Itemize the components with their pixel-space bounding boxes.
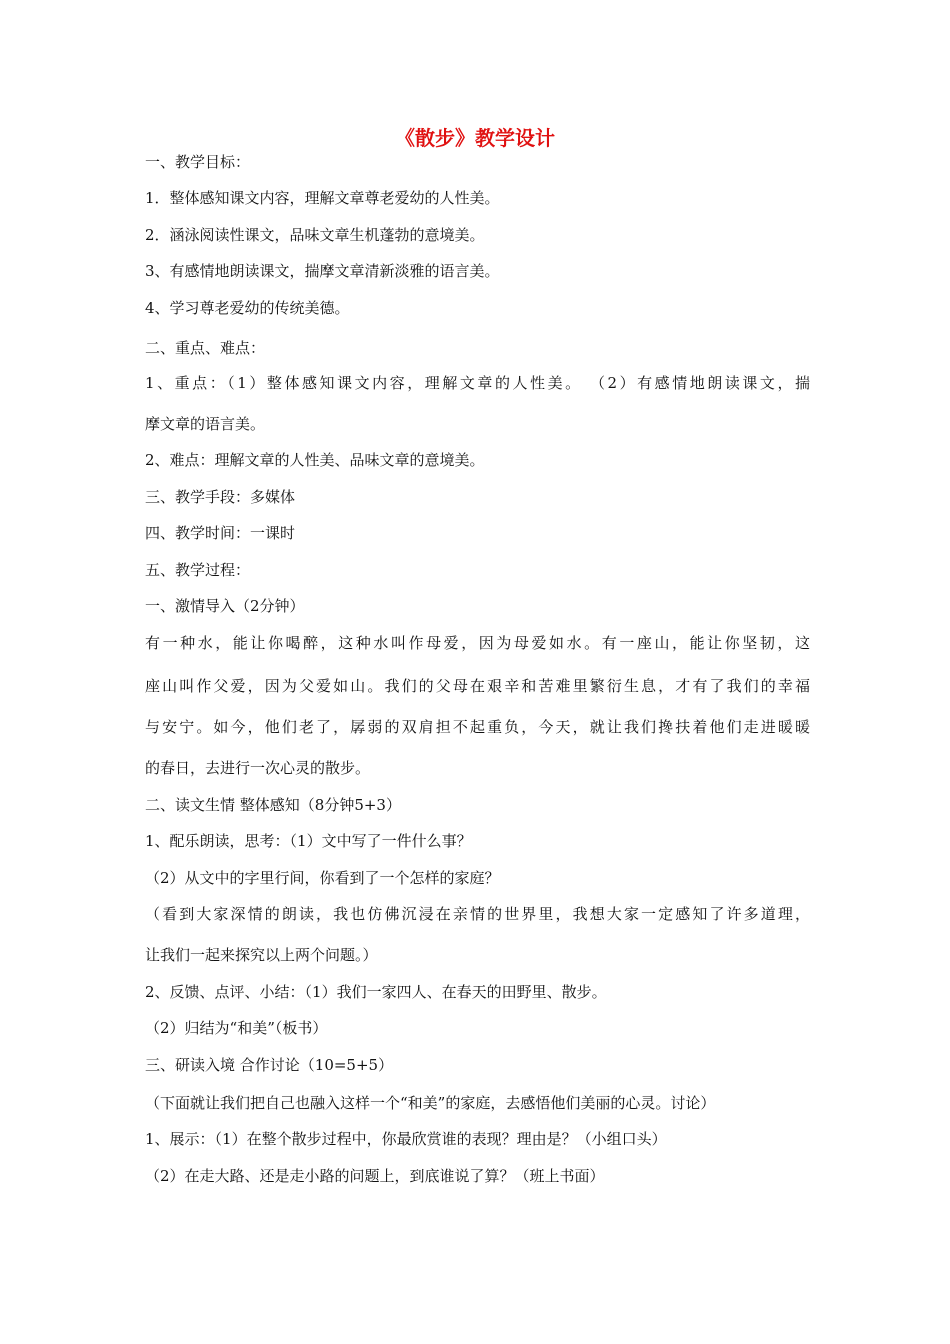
document-title: 《散步》教学设计 [395, 126, 555, 150]
difficult-point: 2、难点：理解文章的人性美、品味文章的意境美。 [145, 451, 485, 469]
section-heading-time: 四、教学时间：一课时 [145, 524, 296, 542]
step-3-item-1: 1、展示：（1）在整个散步过程中，你最欣赏谁的表现？理由是？（小组口头） [145, 1130, 667, 1148]
intro-paragraph-line-4: 的春日，去进行一次心灵的散步。 [145, 759, 371, 777]
intro-paragraph-line-1: 有一种水，能让你喝醉，这种水叫作母爱，因为母爱如水。有一座山，能让你坚韧，这 [145, 634, 810, 652]
step-2-heading: 二、读文生情 整体感知（8分钟5+3） [145, 796, 401, 814]
key-point-1-cont: 摩文章的语言美。 [145, 415, 266, 433]
step-2-note-line-1: （看到大家深情的朗读，我也仿佛沉浸在亲情的世界里，我想大家一定感知了许多道理， [145, 905, 810, 923]
objective-3: 3、有感情地朗读课文，揣摩文章清新淡雅的语言美。 [145, 262, 500, 280]
objective-2: 2．涵泳阅读性课文，品味文章生机蓬勃的意境美。 [145, 226, 485, 244]
intro-paragraph-line-2: 座山叫作父爱，因为父爱如山。我们的父母在艰辛和苦难里繁衍生息，才有了我们的幸福 [145, 677, 810, 695]
intro-paragraph-line-3: 与安宁。如今，他们老了，孱弱的双肩担不起重负，今天，就让我们搀扶着他们走进暖暖 [145, 718, 810, 736]
objective-1: 1．整体感知课文内容，理解文章尊老爱幼的人性美。 [145, 189, 500, 207]
step-2-summary: （2）归结为“和美”（板书） [145, 1019, 328, 1037]
step-3-heading: 三、研读入境 合作讨论（10=5+5） [145, 1056, 394, 1074]
step-3-item-2: （2）在走大路、还是走小路的问题上，到底谁说了算？（班上书面） [145, 1167, 605, 1185]
key-point-1: 1、重点：（1）整体感知课文内容，理解文章的人性美。 （2）有感情地朗读课文，揣 [145, 374, 810, 392]
section-heading-process: 五、教学过程： [145, 561, 251, 579]
objective-4: 4、学习尊老爱幼的传统美德。 [145, 299, 350, 317]
step-2-item-1: 1、配乐朗读，思考：（1）文中写了一件什么事？ [145, 832, 472, 850]
step-2-item-2: （2）从文中的字里行间，你看到了一个怎样的家庭？ [145, 869, 500, 887]
step-2-feedback: 2、反馈、点评、小结：（1）我们一家四人、在春天的田野里、散步。 [145, 983, 607, 1001]
section-heading-means: 三、教学手段：多媒体 [145, 488, 296, 506]
step-1-heading: 一、激情导入（2分钟） [145, 597, 305, 615]
step-3-note: （下面就让我们把自己也融入这样一个“和美”的家庭，去感悟他们美丽的心灵。讨论） [145, 1094, 716, 1112]
section-heading-objectives: 一、教学目标： [145, 153, 251, 171]
section-heading-key-points: 二、重点、难点： [145, 339, 266, 357]
step-2-note-line-2: 让我们一起来探究以上两个问题。） [145, 946, 378, 964]
